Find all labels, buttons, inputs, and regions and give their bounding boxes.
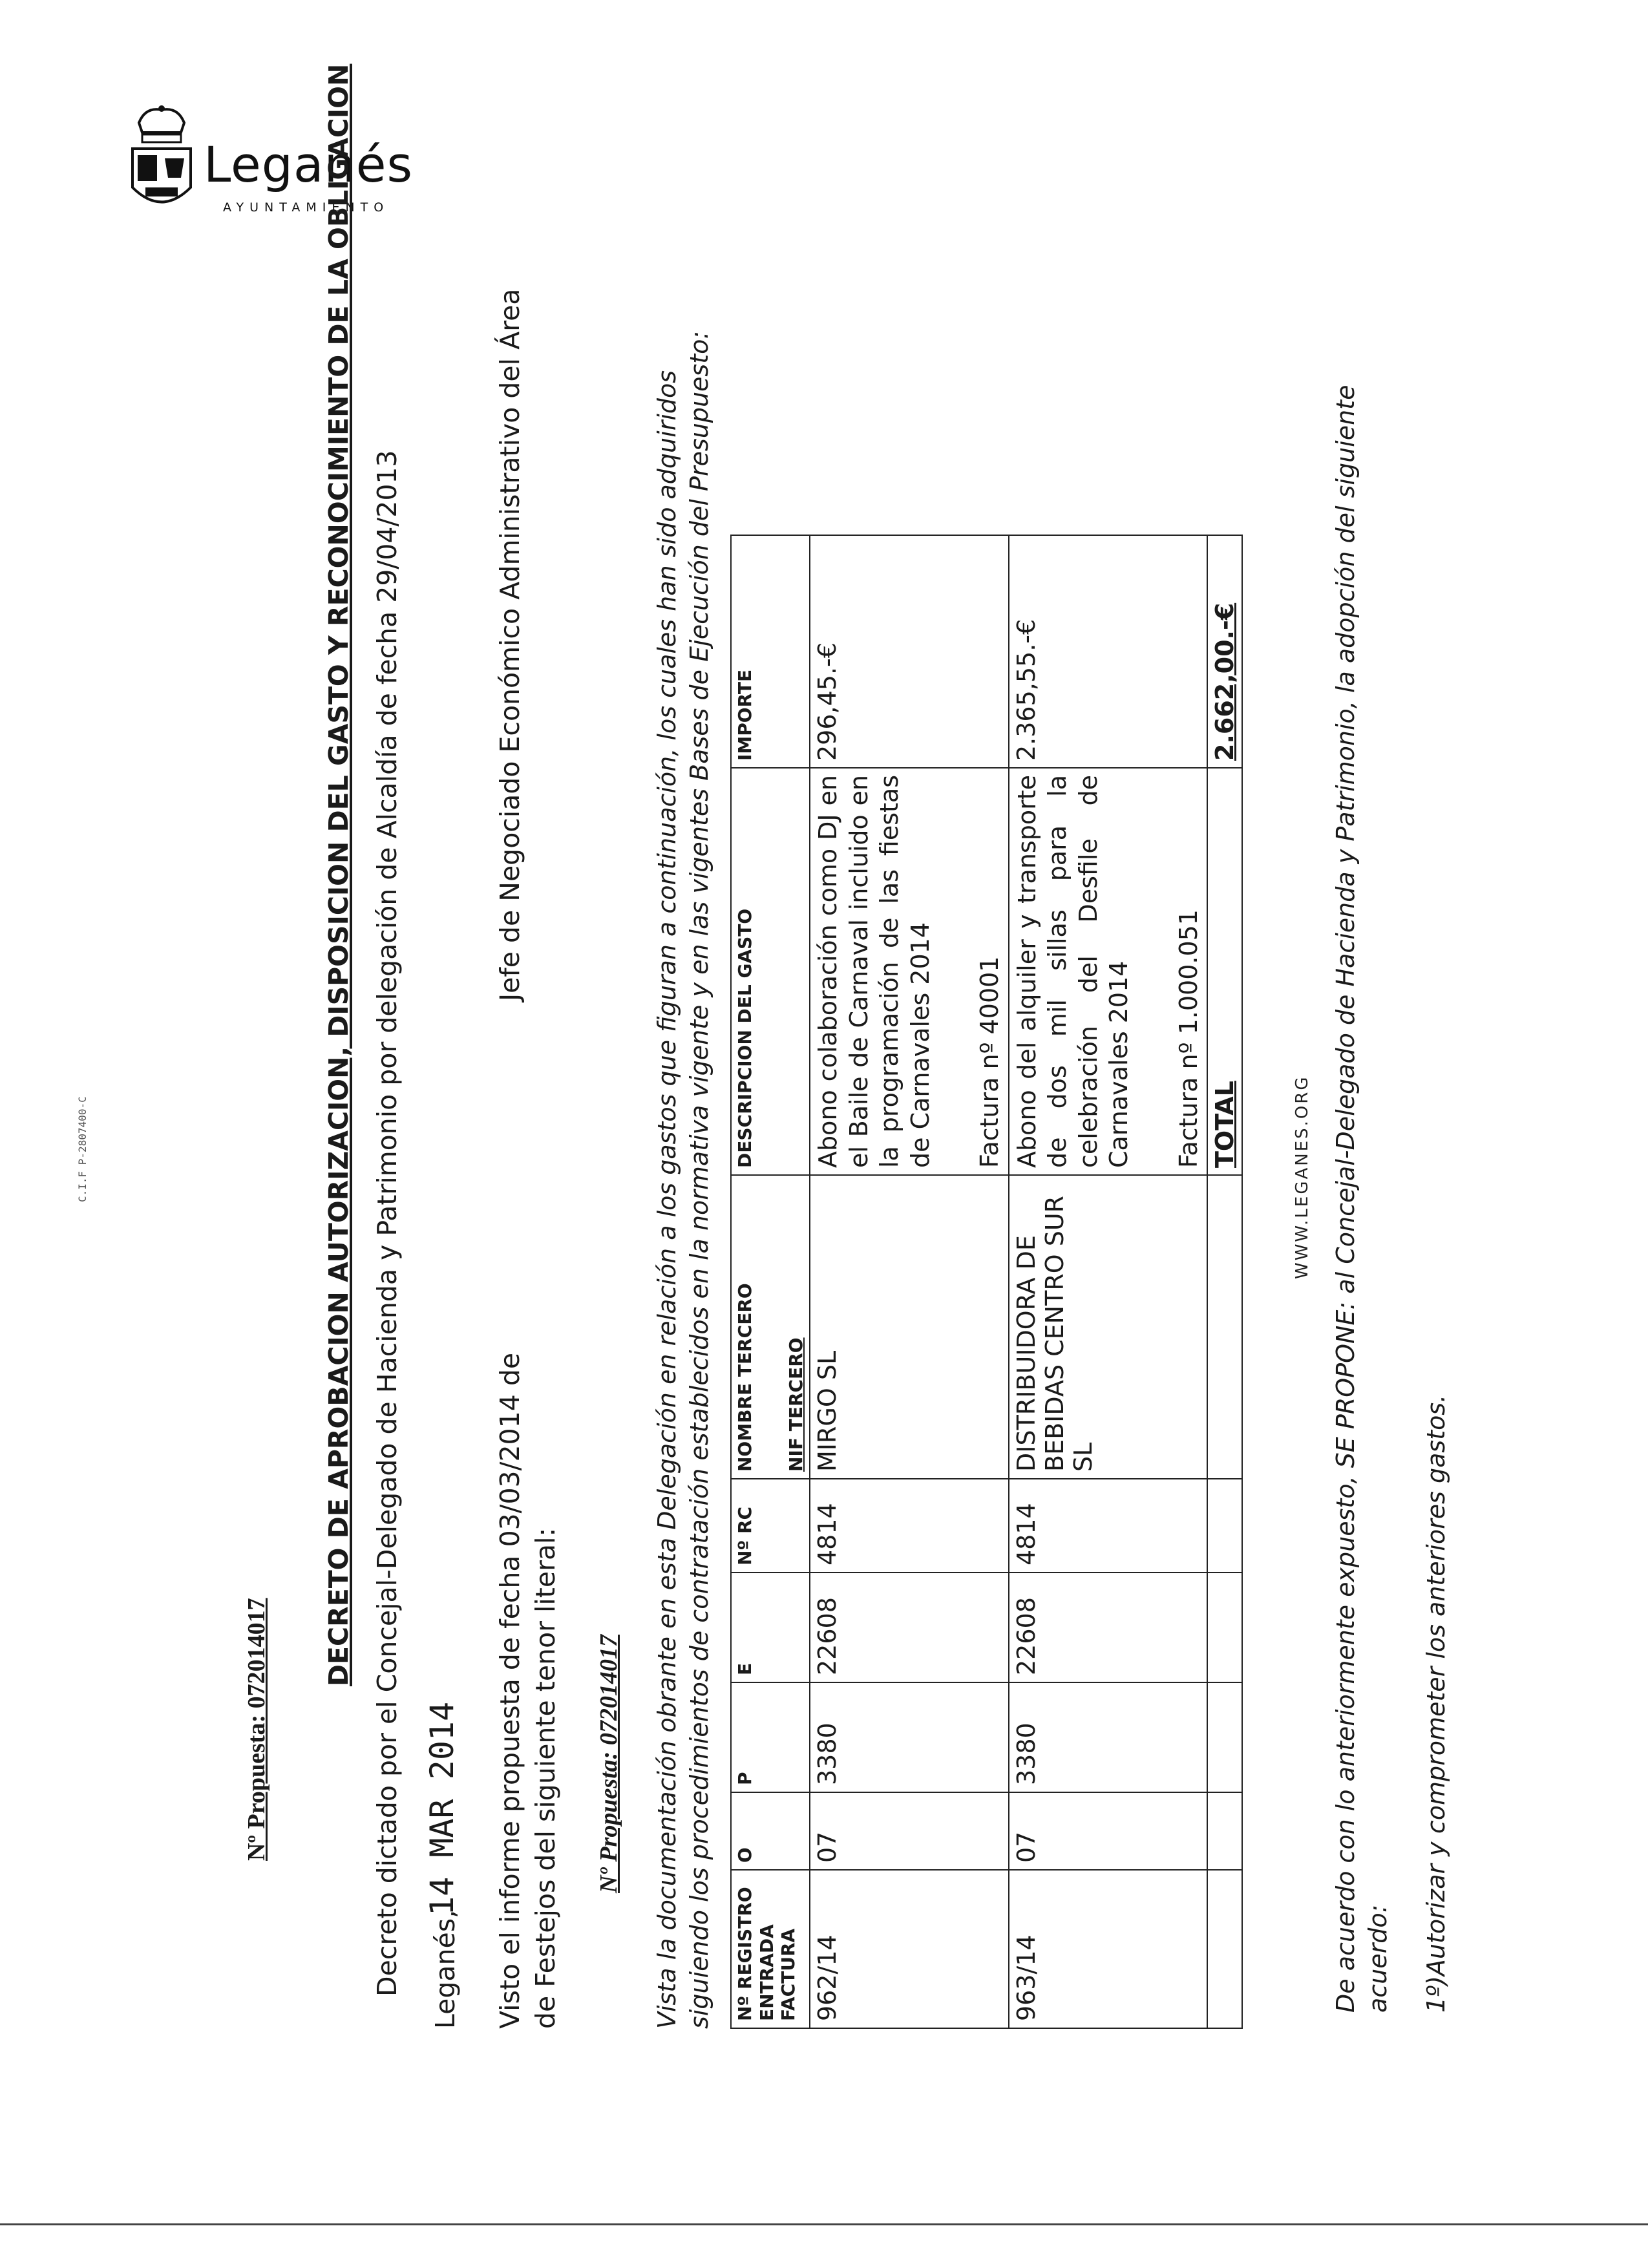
cell-importe: 2.365,55.-€ (1009, 535, 1208, 768)
proposal-number: Nº Propuesta: 072014017 (243, 1598, 270, 1861)
descripcion-text: Abono del alquiler y transporte de dos mil sillas para la celebración del Desfile de Carnavales 2014 (1012, 775, 1134, 1168)
header-nombre (731, 1175, 810, 1479)
header-nif: NIF TERCERO (785, 1337, 807, 1472)
header-descripcion: DESCRIPCION DEL GASTO (731, 768, 810, 1175)
agreement-item-1: 1º)Autorizar y comprometer los anteriores gastos. (1422, 1394, 1450, 2013)
proposal-number-2: Nº Propuesta: 072014017 (595, 1635, 622, 1893)
cell-o: 07 (810, 1792, 1009, 1870)
decree-intro: Decreto dictado por el Concejal-Delegado de Hacienda y Patrimonio por delegación de Alcaldía de fecha 29/04/2013 (372, 450, 403, 1997)
cell-e: 22608 (810, 1573, 1009, 1682)
cell-descripcion (1009, 768, 1208, 1175)
cell-rc: 4814 (1009, 1479, 1208, 1573)
jefe-line: Jefe de Negociado Económico Administrativo del Área (494, 288, 525, 1001)
cell-registro: 962/14 (810, 1870, 1009, 2028)
cell-p: 3380 (1009, 1682, 1208, 1792)
header-nombre-label: NOMBRE TERCERO (734, 1283, 755, 1472)
visto-line-2: de Festejos del siguiente tenor literal: (530, 1527, 561, 2029)
total-label: TOTAL (1207, 768, 1242, 1175)
visto-line-1: Visto el informe propuesta de fecha 03/03/2014 de (494, 1352, 525, 2029)
cell-descripcion (810, 768, 1009, 1175)
proposal-line-1: De acuerdo con lo anteriormente expuesto, SE PROPONE: al Concejal-Delegado de Hacienda y Patrimonio, la adopción del siguiente (1331, 385, 1360, 2013)
header-o: O (731, 1792, 810, 1870)
header-rc: Nº RC (731, 1479, 810, 1573)
brand-subtitle: AYUNTAMIENTO (223, 200, 390, 215)
date-stamp: 14 MAR 2014 (423, 1701, 461, 1916)
descripcion-text: Abono colaboración como DJ en el Baile de Carnaval incluido en la programación de las fiestas de Carnavales 2014 (814, 775, 935, 1168)
vista-line-2: siguiendo los procedimientos de contratación establecidos en la normativa vigente y en las vigentes Bases de Ejecución del Presupuesto: (685, 330, 713, 2029)
cell-nombre: MIRGO SL (810, 1175, 1009, 1479)
city-label: Leganés, (430, 1909, 461, 2029)
table-row (1009, 535, 1208, 2028)
header-registro: Nº REGISTRO ENTRADA FACTURA (731, 1870, 810, 2028)
header-p: P (731, 1682, 810, 1792)
vista-line-1: Vista la documentación obrante en esta Delegación en relación a los gastos que figuran a continuación, los cuales han sido adquiridos (653, 370, 681, 2029)
bottom-rule (0, 2223, 1648, 2225)
cif-label: C.I.F P-2807400-C (76, 1096, 89, 1202)
brand-name: Leganés (204, 136, 414, 193)
total-value: 2.662,00.-€ (1207, 535, 1242, 768)
cell-nombre: DISTRIBUIDORA DE BEBIDAS CENTRO SUR SL (1009, 1175, 1208, 1479)
header-e: E (731, 1573, 810, 1682)
total-row (1207, 535, 1242, 2028)
proposal-line-2: acuerdo: (1364, 1904, 1392, 2013)
factura-number: Factura nº 40001 (975, 956, 1004, 1168)
cell-importe: 296,45.-€ (810, 535, 1009, 768)
cell-rc: 4814 (810, 1479, 1009, 1573)
website-link[interactable]: WWW.LEGANES.ORG (1293, 1075, 1312, 1279)
header-importe: IMPORTE (731, 535, 810, 768)
cell-e: 22608 (1009, 1573, 1208, 1682)
table-header-row (731, 535, 810, 2028)
table-row (810, 535, 1009, 2028)
invoice-table (730, 535, 1243, 2029)
factura-number: Factura nº 1.000.051 (1174, 909, 1203, 1168)
cell-registro: 963/14 (1009, 1870, 1208, 2028)
decree-title: DECRETO DE APROBACION AUTORIZACION, DISPOSICION DEL GASTO Y RECONOCIMIENTO DE LA OBLIGACION (323, 63, 354, 1686)
cell-p: 3380 (810, 1682, 1009, 1792)
cell-o: 07 (1009, 1792, 1208, 1870)
